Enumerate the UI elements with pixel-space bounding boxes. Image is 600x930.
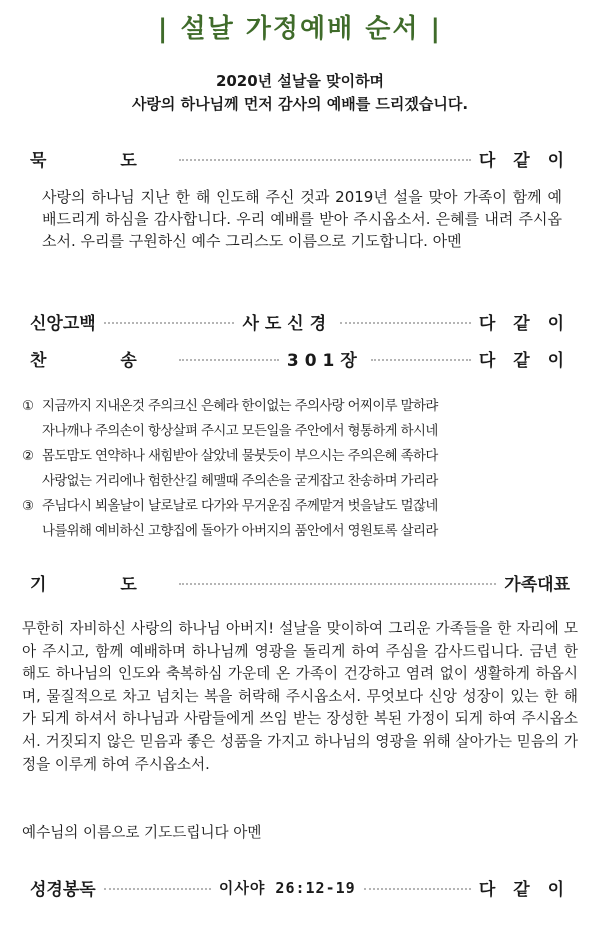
page-title: | 설날 가정예배 순서 | <box>157 14 443 44</box>
creed-content: 사도신경 <box>242 313 333 334</box>
scripture-row <box>30 875 570 899</box>
leader-dots <box>179 583 497 585</box>
leader-dots <box>340 322 471 324</box>
verse-number: ② <box>22 449 34 464</box>
verse-number: ③ <box>22 499 34 514</box>
creed-label: 신앙고백 <box>30 313 96 334</box>
prayer-label: 기 도 <box>30 574 171 595</box>
hymn-verse-line: ① 지금까지 지내온것 주의크신 은혜라 한이없는 주의사랑 어찌이루 말하랴 <box>22 394 582 419</box>
hymn-verse-line: ③ 주님다시 뵈올날이 날로날로 다가와 무거운짐 주께맡겨 벗을날도 멀잖네 <box>22 494 582 519</box>
hymn-verse-line: 나를위해 예비하신 고향집에 돌아가 아버지의 품안에서 영원토록 살리라 <box>42 524 438 539</box>
intro-line-1: 2020년 설날을 맞이하며 <box>215 72 385 90</box>
silent-prayer-text: 사랑의 하나님 지난 한 해 인도해 주신 것과 2019년 설을 맞아 가족이 함께 예배드리게 하심을 감사합니다. 우리 예배를 받아 주시옵소서. 은혜를 내려 주시옵소서. 우리를 구원하신 예수 그리스도 이름으로 기도합니다. 아멘 <box>42 188 562 250</box>
hymn-number: 301장 <box>286 350 363 371</box>
silent-prayer-who: 다 같 이 <box>478 150 570 171</box>
creed-who: 다 같 이 <box>478 313 571 334</box>
prayer-text: 무한히 자비하신 사랑의 하나님 아버지! 설날을 맞이하여 그리운 가족들을 한 자리에 모아 주시고, 함께 예배하며 하나님께 영광을 돌리게 하여 주심을 감사드립니다. 금년 한 해도 하나님의 인도와 축복하심 가운데 온 가족이 건강하고 염려 없이 생활하게 하옵시며, 물질적으로 차고 넘치는 복을 허락해 주시옵소서. 무엇보다 신앙 성장이 있는 한 해가 되게 하셔서 하나님과 사람들에게 쓰임 받는 장성한 복된 가정이 되게 하여 주시옵소서. 거짓되지 않은 믿음과 좋은 성품을 가지고 하나님의 영광을 위해 살아가는 믿음의 가정을 이루게 하여 주시옵소서. <box>22 620 578 773</box>
scripture-passage: 이사야 26:12-19 <box>218 878 356 897</box>
silent-prayer-row <box>30 146 570 170</box>
hymn-label: 찬 송 <box>30 350 171 371</box>
prayer-row <box>30 570 570 594</box>
prayer-closing: 예수님의 이름으로 기도드립니다 아멘 <box>22 824 262 841</box>
leader-dots <box>104 888 211 890</box>
scripture-label: 성경봉독 <box>30 879 96 900</box>
leader-dots <box>179 359 279 361</box>
hymn-verse-line: 사랑없는 거리에나 험한산길 헤맬때 주의손을 굳게잡고 찬송하며 가리라 <box>42 474 438 489</box>
hymn-verse-line: ② 몸도맘도 연약하나 새힘받아 살았네 물붓듯이 부으시는 주의은혜 족하다 <box>22 444 582 469</box>
hymn-verse-line: 자나깨나 주의손이 항상살펴 주시고 모든일을 주안에서 형통하게 하시네 <box>42 424 438 439</box>
leader-dots <box>364 888 471 890</box>
intro-line-2: 사랑의 하나님께 먼저 감사의 예배를 드리겠습니다. <box>131 95 469 113</box>
creed-row <box>30 309 570 333</box>
hymn-verses <box>22 394 582 544</box>
scripture-who: 다 같 이 <box>478 879 570 900</box>
leader-dots <box>179 159 471 161</box>
hymn-who: 다 같 이 <box>478 350 571 371</box>
verse-number: ① <box>22 399 34 414</box>
leader-dots <box>371 359 471 361</box>
silent-prayer-label: 묵 도 <box>30 150 171 171</box>
prayer-who: 가족대표 <box>504 574 570 595</box>
hymn-row <box>30 346 570 370</box>
leader-dots <box>104 322 235 324</box>
